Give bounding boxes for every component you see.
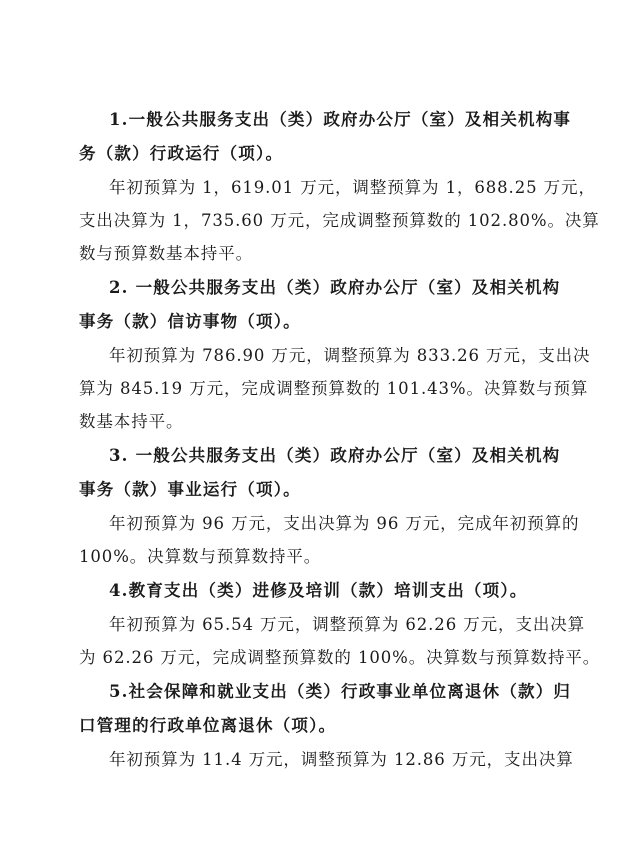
section-2-heading-line-2: 事务（款）信访事物（项）。 — [79, 312, 301, 331]
section-2-body-line-3: 数基本持平。 — [79, 412, 184, 431]
section-1-heading-line-2: 务（款）行政运行（项）。 — [79, 144, 284, 163]
section-2-body-line-1: 年初预算为 786.90 万元，调整预算为 833.26 万元，支出决 — [109, 346, 591, 365]
section-1-body-line-3: 数与预算数基本持平。 — [79, 244, 253, 263]
section-1-heading-line-1: 1.一般公共服务支出（类）政府办公厅（室）及相关机构事 — [109, 110, 572, 129]
section-1-body-line-1: 年初预算为 1，619.01 万元，调整预算为 1，688.25 万元， — [109, 178, 596, 197]
section-1-body-line-2: 支出决算为 1，735.60 万元，完成调整预算数的 102.80%。决算 — [79, 211, 600, 230]
section-3-body-line-1: 年初预算为 96 万元，支出决算为 96 万元，完成年初预算的 — [109, 514, 580, 533]
section-4-body-line-2: 为 62.26 万元，完成调整预算数的 100%。决算数与预算数持平。 — [79, 648, 601, 667]
section-4-body-line-1: 年初预算为 65.54 万元，调整预算为 62.26 万元，支出决算 — [109, 615, 586, 634]
section-4-heading-line-1: 4.教育支出（类）进修及培训（款）培训支出（项）。 — [109, 581, 528, 600]
section-5-body-line-1: 年初预算为 11.4 万元，调整预算为 12.86 万元，支出决算 — [109, 750, 574, 769]
section-2-body-line-2: 算为 845.19 万元，完成调整预算数的 101.43%。决算数与预算 — [79, 379, 589, 398]
section-3-heading-line-2: 事务（款）事业运行（项）。 — [79, 480, 301, 499]
section-5-heading-line-2: 口管理的行政单位离退休（项）。 — [79, 716, 337, 735]
section-2-heading-line-1: 2. 一般公共服务支出（类）政府办公厅（室）及相关机构 — [109, 278, 561, 297]
section-5-heading-line-1: 5.社会保障和就业支出（类）行政事业单位离退休（款）归 — [109, 682, 572, 701]
section-3-body-line-2: 100%。决算数与预算数持平。 — [79, 547, 322, 566]
section-3-heading-line-1: 3. 一般公共服务支出（类）政府办公厅（室）及相关机构 — [109, 446, 561, 465]
